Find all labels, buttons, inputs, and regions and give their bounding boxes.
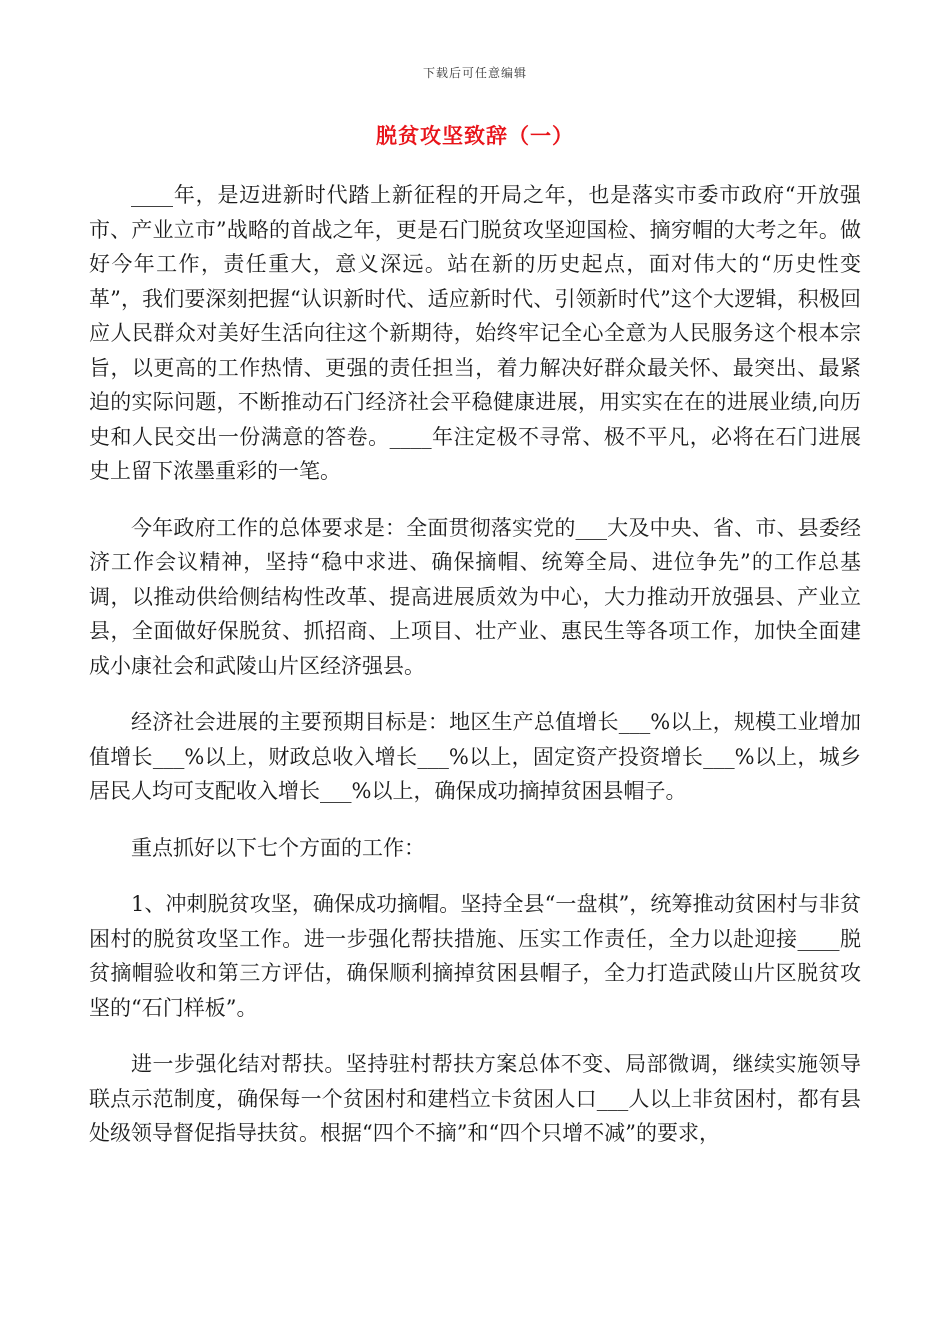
paragraph-2: 今年政府工作的总体要求是：全面贯彻落实党的___大及中央、省、市、县委经济工作会议精神，坚持“稳中求进、确保摘帽、统筹全局、进位争先”的工作总基调，以推动供给侧结构性改革、提高进展质效为中心，大力推动开放强县、产业立县，全面做好保脱贫、抓招商、上项目、壮产业、惠民生等各项工作，加快全面建成小康社会和武陵山片区经济强县。 [89,515,861,678]
paragraph-5: 1、冲刺脱贫攻坚，确保成功摘帽。坚持全县“一盘棋”，统筹推动贫困村与非贫困村的脱贫攻坚工作。进一步强化帮扶措施、压实工作责任，全力以赴迎接____脱贫摘帽验收和第三方评估，确保顺利摘掉贫困县帽子，全力打造武陵山片区脱贫攻坚的“石门样板”。 [89,892,861,1020]
paragraph-1: ____年，是迈进新时代踏上新征程的开局之年，也是落实市委市政府“开放强市、产业立市”战略的首战之年，更是石门脱贫攻坚迎国检、摘穷帽的大考之年。做好今年工作，责任重大，意义深远。站在新的历史起点，面对伟大的“历史性变革”，我们要深刻把握“认识新时代、适应新时代、引领新时代”这个大逻辑，积极回应人民群众对美好生活向往这个新期待，始终牢记全心全意为人民服务这个根本宗旨，以更高的工作热情、更强的责任担当，着力解决好群众最关怀、最突出、最紧迫的实际问题，不断推动石门经济社会平稳健康进展，用实实在在的进展业绩,向历史和人民交出一份满意的答卷。____年注定极不寻常、极不平凡，必将在石门进展史上留下浓墨重彩的一笔。 [89,183,861,483]
document-title: 脱贫攻坚致辞（一） [376,123,574,148]
document-body [89,178,861,1151]
paragraph-6: 进一步强化结对帮扶。坚持驻村帮扶方案总体不变、局部微调，继续实施领导联点示范制度，确保每一个贫困村和建档立卡贫困人口___人以上非贫困村，都有县处级领导督促指导扶贫。根据“四个不摘”和“四个只增不减”的要求， [89,1052,861,1145]
paragraph-3: 经济社会进展的主要预期目标是：地区生产总值增长___%以上，规模工业增加值增长___%以上，财政总收入增长___%以上，固定资产投资增长___%以上，城乡居民人均可支配收入增长___%以上，确保成功摘掉贫困县帽子。 [89,710,861,803]
header-note: 下载后可任意编辑 [422,66,527,80]
paragraph-4: 重点抓好以下七个方面的工作： [131,835,425,860]
